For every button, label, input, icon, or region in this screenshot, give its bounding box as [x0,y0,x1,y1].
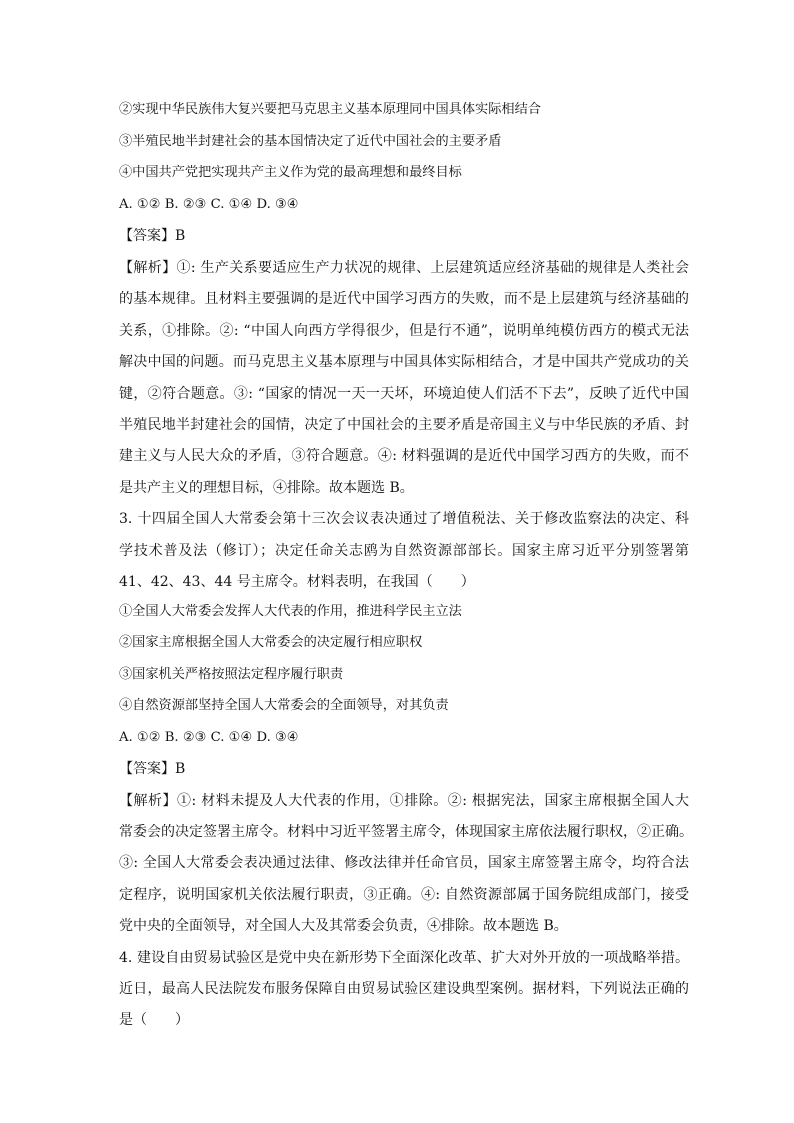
q2-analysis-line: 【解析】①: 生产关系要适应生产力状况的规律、上层建筑适应经济基础的规律是人类社会 [119,260,689,276]
q4-stem-line: 近日，最高人民法院发布服务保障自由贸易试验区建设典型案例。据材料，下列说法正确的 [119,981,689,997]
q2-analysis-line: 建主义与人民大众的矛盾，③符合题意。④: 材料强调的是近代中国学习西方的失败，而不 [119,448,689,464]
q3-option-2: ②国家主席根据全国人大常委会的决定履行相应职权 [119,635,423,650]
q2-option-2: ②实现中华民族伟大复兴要把马克思主义基本原理同中国具体实际相结合 [119,102,541,117]
q2-analysis-line: 半殖民地半封建社会的国情，决定了中国社会的主要矛盾是帝国主义与中华民族的矛盾、封 [119,417,689,433]
q2-answer: 【答案】B [119,228,186,244]
q3-analysis-line: 常委会的决定签署主席令。材料中习近平签署主席令，体现国家主席依法履行职权，②正确。 [119,824,693,840]
q3-option-1: ①全国人大常委会发挥人大代表的作用，推进科学民主立法 [119,604,462,619]
q2-analysis-line: 的基本规律。且材料主要强调的是近代中国学习西方的失败，而不是上层建筑与经济基础的 [119,291,689,307]
q3-choices: A. ①② B. ②③ C. ①④ D. ③④ [119,730,299,745]
q2-choices: A. ①② B. ②③ C. ①④ D. ③④ [119,197,299,212]
q3-option-4: ④自然资源部坚持全国人大常委会的全面领导，对其负责 [119,698,449,713]
q3-option-3: ③国家机关严格按照法定程序履行职责 [119,667,344,682]
q3-analysis-line: ③: 全国人大常委会表决通过法律、修改法律并任命官员，国家主席签署主席令，均符合法 [119,855,689,871]
q4-stem-line: 4. 建设自由贸易试验区是党中央在新形势下全面深化改革、扩大对外开放的一项战略举措。 [119,950,689,966]
q3-analysis-line: 【解析】①: 材料未提及人大代表的作用，①排除。②: 根据宪法，国家主席根据全国人大 [119,793,689,809]
q2-option-4: ④中国共产党把实现共产主义作为党的最高理想和最终目标 [119,165,462,180]
q4-stem-line: 是（ ） [119,1012,189,1028]
q3-answer: 【答案】B [119,761,186,777]
q2-analysis-line: 键，②符合题意。③: “国家的情况一天一天坏，环境迫使人们活不下去”，反映了近代中国 [119,386,689,402]
q3-analysis-line: 定程序，说明国家机关依法履行职责，③正确。④: 自然资源部属于国务院组成部门，接受 [119,887,689,903]
q2-analysis-line: 解决中国的问题。而马克思主义基本原理与中国具体实际相结合，才是中国共产党成功的关 [119,354,689,370]
q2-analysis-line: 关系，①排除。②: “中国人向西方学得很少，但是行不通”，说明单纯模仿西方的模式无法 [119,323,689,339]
q2-option-3: ③半殖民地半封建社会的基本国情决定了近代中国社会的主要矛盾 [119,134,502,149]
q3-stem-line: 学技术普及法（修订）；决定任命关志鸥为自然资源部部长。国家主席习近平分别签署第 [119,543,689,559]
q3-stem-line: 41、42、43、44 号主席令。材料表明，在我国（ ） [119,574,475,590]
q2-analysis-line: 是共产主义的理想目标，④排除。故本题选 B。 [119,480,414,496]
q3-analysis-line: 党中央的全面领导，对全国人大及其常委会负责，④排除。故本题选 B。 [119,918,568,934]
q3-stem-line: 3. 十四届全国人大常委会第十三次会议表决通过了增值税法、关于修改监察法的决定、科 [119,511,689,527]
